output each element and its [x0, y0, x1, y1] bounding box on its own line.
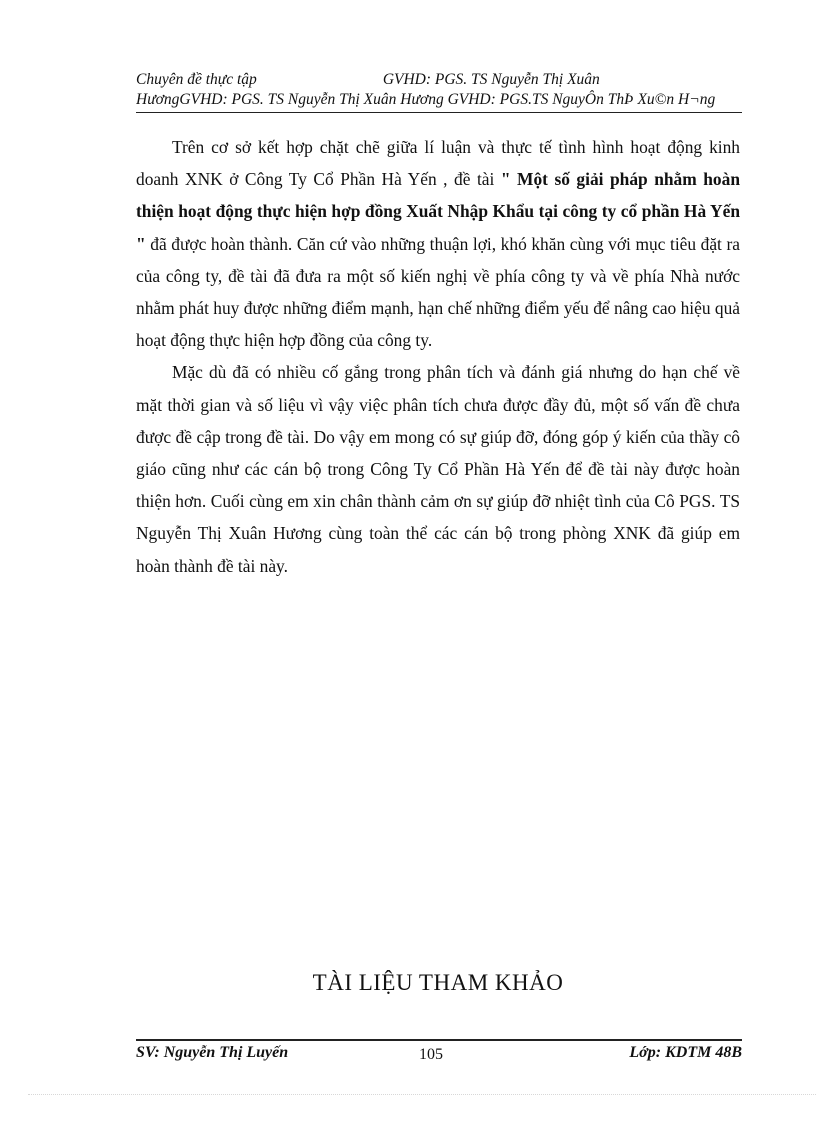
paragraph-1-tail: đã được hoàn thành. Căn cứ vào những thuận lợi, khó khăn cùng với mục tiêu đặt ra của công ty, đề tài đã đưa ra một số kiến nghị về phía công ty và về phía Nhà nước nhằm phát huy được những điểm mạnh, hạn chế những điểm yếu để nâng cao hiệu quả hoạt động thực hiện hợp đồng của công ty. — [136, 233, 740, 351]
header-supervisor: GVHD: PGS. TS Nguyễn Thị Xuân — [382, 71, 600, 88]
footer-class: Lớp: KDTM 48B — [629, 1044, 742, 1061]
paragraph-acknowledgement: Mặc dù đã có nhiều cố gắng trong phân tích và đánh giá nhưng do hạn chế về mặt thời gian và số liệu vì vậy việc phân tích chưa được đầy đủ, một số vấn đề chưa được đề cập trong đề tài. Do vậy em mong có sự giúp đỡ, đóng góp ý kiến của thầy cô giáo cũng như các cán bộ trong Công Ty Cổ Phần Hà Yến để đề tài này được hoàn thiện hơn. Cuối cùng em xin chân thành cảm ơn sự giúp đỡ nhiệt tình của Cô PGS. TS Nguyễn Thị Xuân Hương cùng toàn thể các cán bộ trong phòng XNK đã giúp em hoàn thành đề tài này. — [136, 362, 740, 576]
header-divider — [136, 112, 742, 113]
page-header — [136, 70, 816, 110]
thesis-title: " Một số giải pháp nhằm hoàn thiện hoạt động thực hiện hợp đồng Xuất Nhập Khẩu tại công ty cổ phần Hà Yến " — [136, 169, 740, 254]
paragraph-1-lead: Trên cơ sở kết hợp chặt chẽ giữa lí luận và thực tế tình hình hoạt động kinh doanh XNK ở Công Ty Cổ Phần Hà Yến , đề tài — [136, 137, 740, 190]
references-heading: TÀI LIỆU THAM KHẢO — [312, 970, 564, 995]
page-number: 105 — [419, 1046, 443, 1063]
body-text — [136, 131, 740, 582]
page-footer — [136, 1044, 742, 1068]
footer-divider — [136, 1039, 742, 1041]
footer-student-name: SV: Nguyễn Thị Luyến — [136, 1044, 289, 1061]
paragraph-conclusion — [136, 131, 740, 356]
header-subject: Chuyên đề thực tập — [136, 71, 257, 88]
page-bottom-edge — [28, 1094, 816, 1095]
header-supervisor-continued: HươngGVHD: PGS. TS Nguyễn Thị Xuân Hương GVHD: PGS.TS NguyÔn ThÞ Xu©n H¬ng — [136, 91, 716, 108]
